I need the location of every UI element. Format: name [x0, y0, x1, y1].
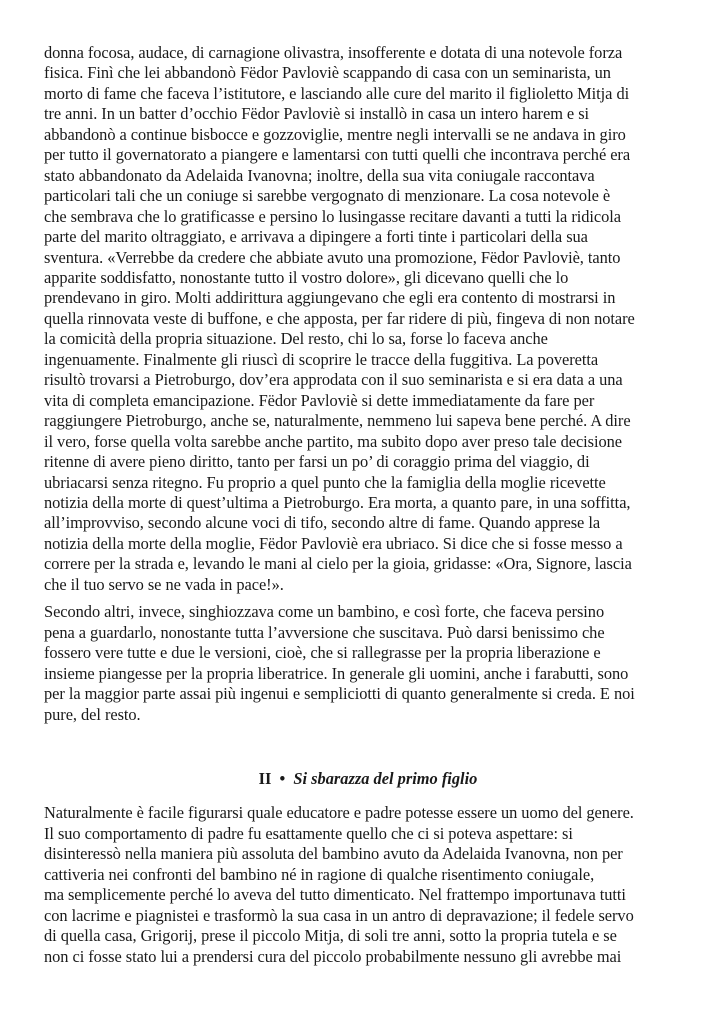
chapter-title: Si sbarazza del primo figlio [293, 768, 478, 788]
text-line: ingenuamente. Finalmente gli riuscì di scoprire le tracce della fuggitiva. La poveretta [44, 349, 599, 369]
text-section-before-heading [44, 43, 684, 725]
text-section-after-heading [44, 803, 684, 967]
text-line: risultò trovarsi a Pietroburgo, dov’era approdata con il suo seminarista e si era data a una [44, 370, 623, 390]
text-line: Secondo altri, invece, singhiozzava come un bambino, e così forte, che faceva persino [44, 602, 605, 622]
text-line: quella rinnovata veste di buffone, e che apposta, per far ridere di più, fingeva di non notare [44, 308, 635, 328]
text-line: notizia della morte della moglie, Fëdor Pavloviè era ubriaco. Si dice che si fosse messo a [44, 533, 623, 553]
text-line: particolari tali che un coniuge si sarebbe vergognato di menzionare. La cosa notevole è [44, 186, 611, 206]
text-line: Naturalmente è facile figurarsi quale educatore e padre potesse essere un uomo del genere. [44, 803, 634, 823]
text-line: sventura. «Verrebbe da credere che abbiate avuto una promozione, Fëdor Pavloviè, tanto [44, 247, 621, 267]
chapter-number: II [258, 768, 272, 788]
text-line: notizia della morte di quest’ultima a Pietroburgo. Era morta, a quanto pare, in una soffitta, [44, 492, 631, 512]
text-line: con lacrime e piagnistei e trasformò la sua casa in un antro di depravazione; il fedele servo [44, 905, 634, 925]
chapter-heading [44, 769, 684, 789]
text-line: Il suo comportamento di padre fu esattamente quello che ci si poteva aspettare: si [44, 823, 573, 843]
bullet-separator: • [279, 768, 286, 788]
text-line: parte del marito oltraggiato, e arrivava a dipingere a forti tinte i particolari della sua [44, 227, 588, 247]
text-line: pena a guardarlo, nonostante tutta l’avversione che suscitava. Può darsi benissimo che [44, 622, 605, 642]
text-line: all’improvviso, secondo alcune voci di tifo, secondo altre di fame. Quando apprese la [44, 513, 601, 533]
text-line: morto di fame che faceva l’istitutore, e lasciando alle cure del marito il figlioletto Mitja di [44, 83, 630, 103]
text-line: la comicità della propria situazione. Del resto, chi lo sa, forse lo faceva anche [44, 329, 548, 349]
text-line: per la maggior parte assai più ingenui e sempliciotti di quanto generalmente si creda. E noi [44, 684, 635, 704]
paragraph [44, 602, 684, 725]
paragraph [44, 803, 684, 967]
text-line: correre per la strada e, levando le mani al cielo per la gioia, gridasse: «Ora, Signore, lascia [44, 554, 632, 574]
text-line: che il tuo servo se ne vada in pace!». [44, 574, 284, 594]
text-line: disinteressò nella maniera più assoluta del bambino avuto da Adelaida Ivanovna, non per [44, 844, 623, 864]
text-line: fisica. Finì che lei abbandonò Fëdor Pavloviè scappando di casa con un seminarista, un [44, 63, 611, 83]
text-line: di quella casa, Grigorij, prese il piccolo Mitja, di soli tre anni, sotto la propria tutela e se [44, 926, 617, 946]
text-line: apparite soddisfatto, nonostante tutto il vostro dolore», gli dicevano quelli che lo [44, 267, 569, 287]
text-line: non ci fosse stato lui a prendersi cura del piccolo probabilmente nessuno gli avrebbe mai [44, 946, 622, 966]
text-line: ritenne di avere pieno diritto, tanto per farsi un po’ di coraggio prima del viaggio, di [44, 452, 590, 472]
text-line: raggiungere Pietroburgo, anche se, naturalmente, nemmeno lui sapeva bene perché. A dire [44, 411, 631, 431]
text-line: donna focosa, audace, di carnagione olivastra, insofferente e dotata di una notevole forza [44, 43, 623, 62]
text-line: vita di completa emancipazione. Fëdor Pavloviè si dette immediatamente da fare per [44, 390, 595, 410]
text-line: cattiveria nei confronti del bambino né in ragione di qualche risentimento coniugale, [44, 864, 595, 884]
text-line: che sembrava che lo gratificasse e persino lo lusingasse recitare davanti a tutti la ridicola [44, 206, 621, 226]
text-line: stato abbandonato da Adelaida Ivanovna; inoltre, della sua vita coniugale raccontava [44, 165, 595, 185]
text-line: pure, del resto. [44, 704, 141, 724]
document-page [44, 43, 684, 967]
text-line: ubriacarsi senza ritegno. Fu proprio a quel punto che la famiglia della moglie ricevette [44, 472, 606, 492]
text-line: fossero vere tutte e due le versioni, cioè, che si rallegrasse per la propria liberazione e [44, 643, 601, 663]
text-line: ma semplicemente perché lo aveva del tutto dimenticato. Nel frattempo importunava tutti [44, 885, 626, 905]
paragraph [44, 43, 684, 595]
text-line: tre anni. In un batter d’occhio Fëdor Pavloviè si installò in casa un intero harem e si [44, 104, 590, 124]
text-line: insieme piangesse per la propria liberatrice. In generale gli uomini, anche i farabutti, sono [44, 663, 629, 683]
text-line: per tutto il governatorato a piangere e lamentarsi con tutti quelli che incontrava perché era [44, 145, 631, 165]
text-line: il vero, forse quella volta sarebbe anche partito, ma subito dopo aver preso tale decisione [44, 431, 623, 451]
text-line: prendevano in giro. Molti addirittura aggiungevano che egli era contento di mostrarsi in [44, 288, 616, 308]
text-line: abbandonò a continue bisbocce e gozzoviglie, mentre negli intervalli se ne andava in giro [44, 124, 626, 144]
